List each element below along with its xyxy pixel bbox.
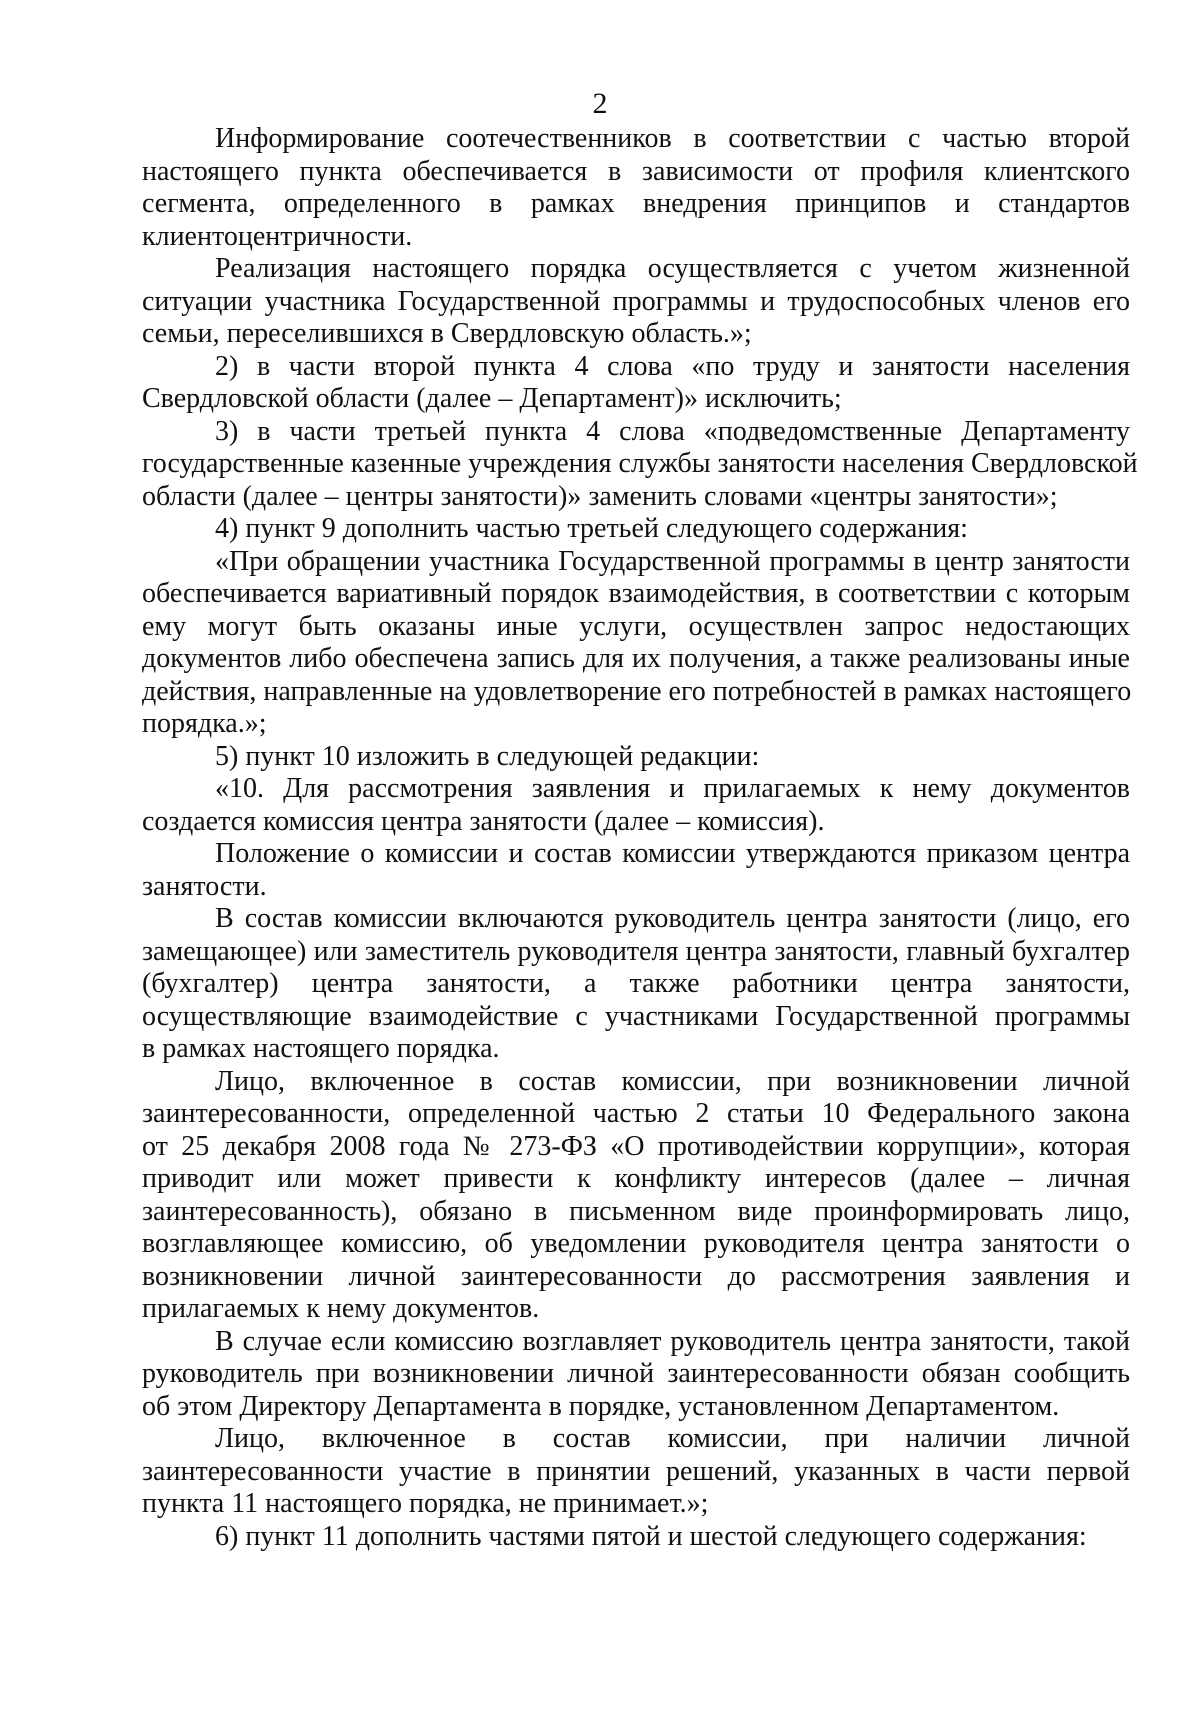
text-line: настоящего пункта обеспечивается в зависимости от профиля клиентского (142, 155, 1130, 187)
text-line: Свердловской области (далее – Департамент)» исключить; (142, 383, 842, 414)
text-line: «10. Для рассмотрения заявления и прилагаемых к нему документов (215, 773, 1130, 804)
text-line: действия, направленные на удовлетворение его потребностей в рамках настоящего (142, 675, 1132, 707)
text-line: приводит или может привести к конфликту интересов (далее – личная (142, 1163, 1130, 1194)
text-line: от 25 декабря 2008 года № 273-ФЗ «О противодействии коррупции», которая (142, 1130, 1130, 1162)
text-line: ему могут быть оказаны иные услуги, осуществлен запрос недостающих (142, 610, 1130, 642)
text-line: заинтересованность), обязано в письменном виде проинформировать лицо, (142, 1195, 1130, 1227)
page-number: 2 (592, 87, 608, 120)
text-line: возникновении личной заинтересованности до рассмотрения заявления и (142, 1260, 1130, 1292)
text-line: обеспечивается вариативный порядок взаимодействия, в соответствии с которым (142, 578, 1130, 609)
text-line: документов либо обеспечена запись для их получения, а также реализованы иные (142, 643, 1130, 674)
text-line: Информирование соотечественников в соответствии с частью второй (215, 123, 1130, 154)
text-line: пункта 11 настоящего порядка, не принимает.»; (142, 1488, 709, 1519)
text-line: области (далее – центры занятости)» заменить словами «центры занятости»; (142, 480, 1058, 512)
text-line: замещающее) или заместитель руководителя центра занятости, главный бухгалтер (142, 935, 1130, 967)
text-line: В состав комиссии включаются руководитель центра занятости (лицо, его (215, 903, 1130, 934)
text-line: 3) в части третьей пункта 4 слова «подведомственные Департаменту (215, 415, 1130, 447)
text-line: семьи, переселившихся в Свердловскую область.»; (142, 318, 752, 349)
text-line: Лицо, включенное в состав комиссии, при возникновении личной (215, 1065, 1130, 1097)
text-line: 6) пункт 11 дополнить частями пятой и шестой следующего содержания: (215, 1520, 1087, 1552)
text-line: ситуации участника Государственной программы и трудоспособных членов его (142, 285, 1130, 317)
text-line: государственные казенные учреждения службы занятости населения Свердловской (142, 448, 1138, 479)
text-line: клиентоцентричности. (142, 220, 413, 252)
text-line: сегмента, определенного в рамках внедрения принципов и стандартов (142, 188, 1130, 219)
text-line: создается комиссия центра занятости (далее – комиссия). (142, 805, 825, 837)
text-line: занятости. (142, 870, 267, 902)
text-line: об этом Директору Департамента в порядке, установленном Департаментом. (142, 1390, 1060, 1422)
text-line: 5) пункт 10 изложить в следующей редакции: (215, 740, 760, 772)
text-line: 4) пункт 9 дополнить частью третьей следующего содержания: (215, 513, 968, 544)
text-line: «При обращении участника Государственной программы в центр занятости (215, 545, 1130, 577)
text-line: прилагаемых к нему документов. (142, 1293, 540, 1324)
text-line: возглавляющее комиссию, об уведомлении руководителя центра занятости о (142, 1228, 1130, 1259)
text-line: руководитель при возникновении личной заинтересованности обязан сообщить (142, 1358, 1130, 1389)
text-line: Лицо, включенное в состав комиссии, при наличии личной (215, 1423, 1130, 1454)
text-line: Реализация настоящего порядка осуществляется с учетом жизненной (215, 253, 1130, 284)
document-body (142, 123, 1138, 1553)
text-line: Положение о комиссии и состав комиссии утверждаются приказом центра (215, 838, 1130, 869)
text-line: 2) в части второй пункта 4 слова «по труду и занятости населения (215, 350, 1130, 382)
text-line: осуществляющие взаимодействие с участниками Государственной программы (142, 1000, 1130, 1032)
text-line: заинтересованности участие в принятии решений, указанных в части первой (142, 1455, 1130, 1487)
text-line: порядка.»; (142, 708, 267, 739)
text-line: В случае если комиссию возглавляет руководитель центра занятости, такой (215, 1325, 1130, 1357)
text-line: в рамках настоящего порядка. (142, 1033, 500, 1064)
text-line: заинтересованности, определенной частью 2 статьи 10 Федерального закона (142, 1098, 1130, 1129)
text-line: (бухгалтер) центра занятости, а также работники центра занятости, (142, 968, 1130, 999)
